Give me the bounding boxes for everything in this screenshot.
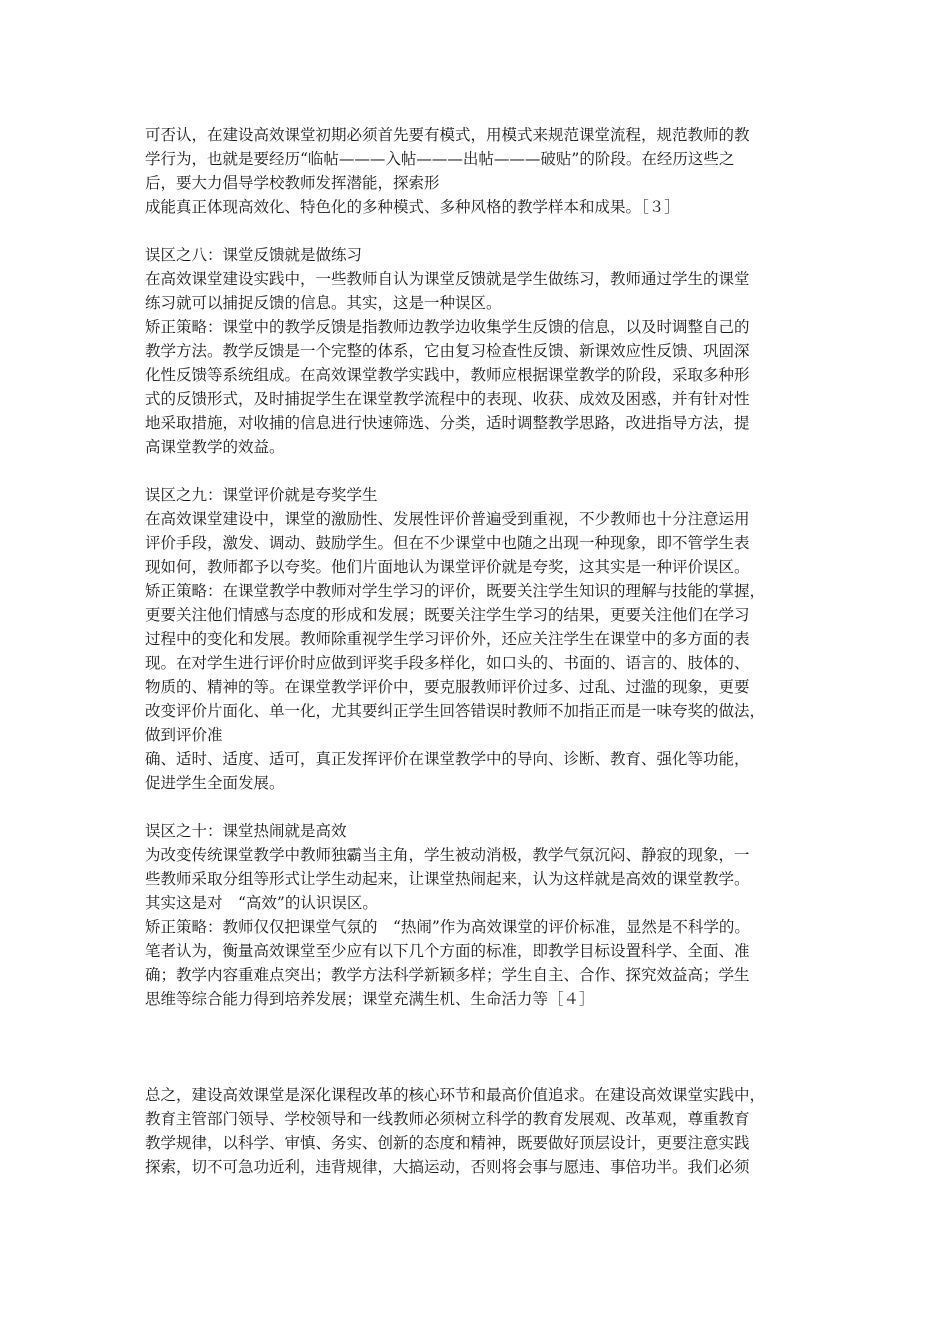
text-line: 练习就可以捕捉反馈的信息。其实，这是一种误区。 <box>145 294 502 312</box>
text-line: 些教师采取分组等形式让学生动起来，让课堂热闹起来，认为这样就是高效的课堂教学。 <box>145 870 750 888</box>
text-line: 式的反馈形式，及时捕捉学生在课堂教学流程中的表现、收获、成效及困惑，并有针对性 <box>145 390 750 408</box>
text-line: 做到评价准 <box>145 726 223 744</box>
text-line: 后，要大力倡导学校教师发挥潜能，探索形 <box>145 174 440 192</box>
text-line: 促进学生全面发展。 <box>145 774 285 792</box>
section-heading: 误区之十：课堂热闹就是高效 <box>145 822 347 840</box>
intro-paragraph <box>145 123 825 219</box>
text-line: 过程中的变化和发展。教师除重视学生学习评价外，还应关注学生在课堂中的多方面的表 <box>145 630 750 648</box>
section-misconception-9 <box>145 483 825 795</box>
text-line: 改变评价片面化、单一化，尤其要纠正学生回答错误时教师不加指正而是一味夸奖的做法， <box>145 702 766 720</box>
text-line: 总之，建设高效课堂是深化课程改革的核心环节和最高价值追求。在建设高效课堂实践中， <box>145 1086 766 1104</box>
text-line: 物质的、精神的等。在课堂教学评价中，要克服教师评价过多、过乱、过滥的现象，更要 <box>145 678 750 696</box>
section-misconception-8 <box>145 243 825 459</box>
text-line: 矫正策略：教师仅仅把课堂气氛的 “热闹”作为高效课堂的评价标准，显然是不科学的。 <box>145 918 750 936</box>
text-line: 确、适时、适度、适可，真正发挥评价在课堂教学中的导向、诊断、教育、强化等功能， <box>145 750 750 768</box>
document-page <box>145 123 825 1179</box>
section-misconception-10 <box>145 819 825 1011</box>
text-line: 其实这是对 “高效”的认识误区。 <box>145 894 378 912</box>
text-line: 在高效课堂建设实践中，一些教师自认为课堂反馈就是学生做练习，教师通过学生的课堂 <box>145 270 750 288</box>
text-line: 为改变传统课堂教学中教师独霸当主角，学生被动消极，教学气氛沉闷、静寂的现象，一 <box>145 846 750 864</box>
text-line: 更要关注他们情感与态度的形成和发展；既要关注学生学习的结果，更要关注他们在学习 <box>145 606 750 624</box>
section-heading: 误区之八：课堂反馈就是做练习 <box>145 246 363 264</box>
text-line: 高课堂教学的效益。 <box>145 438 285 456</box>
text-line: 在高效课堂建设中，课堂的激励性、发展性评价普遍受到重视，不少教师也十分注意运用 <box>145 510 750 528</box>
text-line: 地采取措施，对收捕的信息进行快速筛选、分类，适时调整教学思路，改进指导方法，提 <box>145 414 750 432</box>
text-line: 现如何，教师都予以夸奖。他们片面地认为课堂评价就是夸奖，这其实是一种评价误区。 <box>145 558 750 576</box>
text-line: 矫正策略：在课堂教学中教师对学生学习的评价，既要关注学生知识的理解与技能的掌握， <box>145 582 766 600</box>
text-line: 学行为，也就是要经历“临帖———入帖———出帖———破贴”的阶段。在经历这些之 <box>145 150 735 168</box>
spacer <box>145 795 825 819</box>
text-line: 笔者认为，衡量高效课堂至少应有以下几个方面的标准，即教学目标设置科学、全面、准 <box>145 942 750 960</box>
spacer <box>145 219 825 243</box>
text-line: 矫正策略：课堂中的教学反馈是指教师边教学边收集学生反馈的信息，以及时调整自己的 <box>145 318 750 336</box>
text-line: 评价手段，激发、调动、鼓励学生。但在不少课堂中也随之出现一种现象，即不管学生表 <box>145 534 750 552</box>
text-line: 教学方法。教学反馈是一个完整的体系，它由复习检查性反馈、新课效应性反馈、巩固深 <box>145 342 750 360</box>
spacer <box>145 1011 825 1083</box>
text-line: 思维等综合能力得到培养发展；课堂充满生机、生命活力等［４］ <box>145 990 595 1008</box>
text-line: 教育主管部门领导、学校领导和一线教师必须树立科学的教育发展观、改革观，尊重教育 <box>145 1110 750 1128</box>
text-line: 成能真正体现高效化、特色化的多种模式、多种风格的教学样本和成果。［３］ <box>145 198 680 216</box>
text-line: 可否认，在建设高效课堂初期必须首先要有模式，用模式来规范课堂流程，规范教师的教 <box>145 126 750 144</box>
conclusion-paragraph <box>145 1083 825 1179</box>
text-line: 探索，切不可急功近利，违背规律，大搞运动，否则将会事与愿违、事倍功半。我们必须 <box>145 1158 750 1176</box>
section-heading: 误区之九：课堂评价就是夸奖学生 <box>145 486 378 504</box>
spacer <box>145 459 825 483</box>
text-line: 确；教学内容重难点突出；教学方法科学新颖多样；学生自主、合作、探究效益高；学生 <box>145 966 750 984</box>
text-line: 教学规律，以科学、审慎、务实、创新的态度和精神，既要做好顶层设计，更要注意实践 <box>145 1134 750 1152</box>
text-line: 现。在对学生进行评价时应做到评奖手段多样化，如口头的、书面的、语言的、肢体的、 <box>145 654 750 672</box>
text-line: 化性反馈等系统组成。在高效课堂教学实践中，教师应根据课堂教学的阶段，采取多种形 <box>145 366 750 384</box>
